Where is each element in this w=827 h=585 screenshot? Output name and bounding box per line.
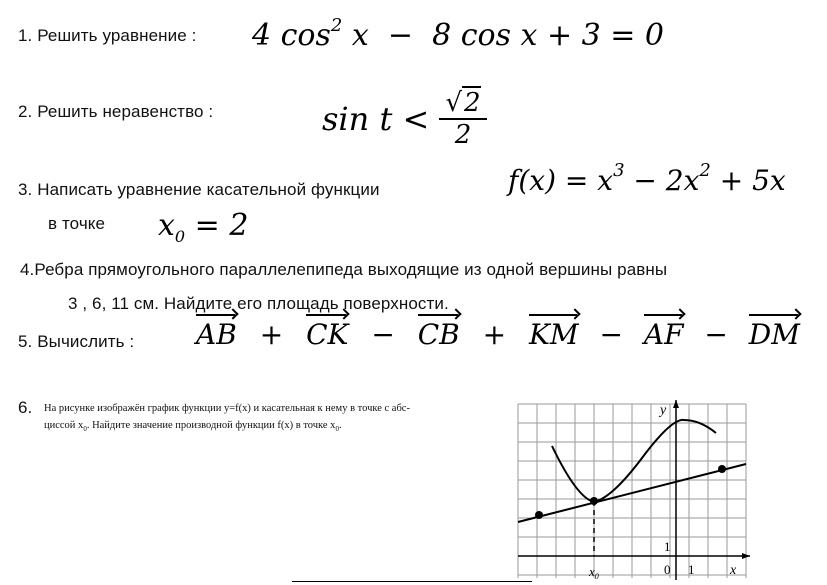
task4-line1: 4.Ребра прямоугольного параллелепипеда выходящие из одной вершины равны: [20, 260, 668, 279]
op-2: −: [371, 318, 395, 351]
x-one-label: 1: [688, 562, 695, 577]
task3-point-sub: 0: [174, 227, 186, 246]
task2-numerator: 2: [464, 88, 481, 118]
task3-point-var: x: [158, 208, 175, 243]
op-4: −: [599, 318, 623, 351]
task1-label: 1. Решить уравнение :: [18, 26, 197, 45]
op-3: +: [482, 318, 507, 351]
task6-text-line2: циссой $x_0$. Найдите значение производной функции f(x) в точке $x_0$.: [44, 420, 342, 434]
function-graph: [512, 398, 752, 584]
y-axis-label: y: [660, 403, 667, 418]
x-axis-label: x: [730, 563, 737, 578]
vector-dm: DM: [748, 318, 800, 351]
vector-af: AF: [643, 318, 684, 351]
task6-text-line1: На рисунке изображён график функции y=f(x) и касательная к нему в точке с абс-: [44, 403, 410, 414]
task3-func-pow1: 3: [613, 160, 625, 181]
y-one-label: 1: [664, 539, 671, 554]
task6-text: [44, 400, 410, 438]
task3-point: [158, 208, 248, 246]
task2-inequality: [322, 88, 487, 150]
task2-denominator: 2: [454, 120, 472, 150]
task3-point-val: = 2: [185, 208, 249, 243]
tangent-point-left: [535, 511, 543, 519]
task6-number: 6.: [18, 398, 33, 417]
task1-coef: 4 cos: [252, 18, 331, 53]
tangent-point-right: [718, 465, 726, 473]
op-1: +: [259, 318, 284, 351]
task1-rest: x − 8 cos x + 3 = 0: [351, 18, 665, 53]
task3-func-pow2: 2: [699, 160, 711, 181]
task5-expression: [196, 318, 800, 351]
task3-func-end: + 5x: [719, 164, 786, 197]
x0-label: $x_0$: [589, 564, 599, 581]
task1-power: 2: [330, 15, 343, 36]
vector-ck: CK: [306, 318, 349, 351]
task2-fraction: $\frac{√2}{2}$: [439, 88, 486, 150]
task3-label: 3. Написать уравнение касательной функции: [18, 180, 380, 199]
origin-label: 0: [664, 562, 671, 577]
vector-ab: AB: [196, 318, 237, 351]
task2-label: 2. Решить неравенство :: [18, 102, 214, 121]
vector-cb: CB: [417, 318, 460, 351]
task2-lhs: sin t <: [322, 100, 430, 138]
task3-label2: в точке: [48, 214, 106, 233]
task1-equation: [252, 15, 665, 53]
task3-function: [508, 160, 786, 197]
op-5: −: [704, 318, 728, 351]
task3-func-lhs: f(x) = x: [508, 164, 614, 197]
task4-line2: 3 , 6, 11 см. Найдите его площадь поверхности.: [68, 294, 449, 313]
bottom-rule: [292, 581, 532, 582]
task3-func-mid: − 2x: [633, 164, 700, 197]
task5-label: 5. Вычислить :: [18, 332, 135, 351]
vector-km: KM: [528, 318, 579, 351]
